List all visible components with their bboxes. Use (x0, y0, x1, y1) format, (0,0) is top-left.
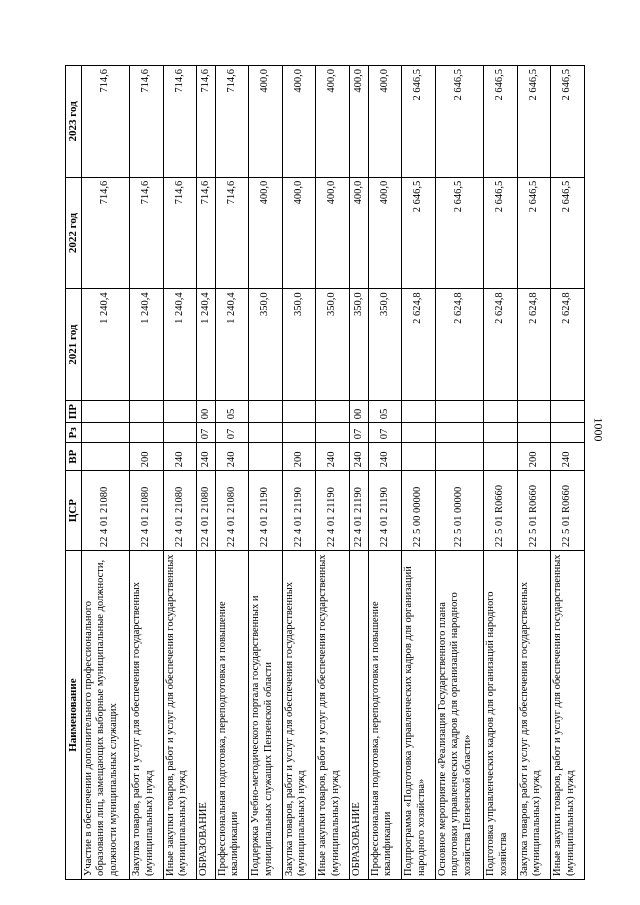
cell-2023: 714,6 (197, 66, 216, 178)
cell-name: Основное мероприятие «Реализация Государственного плана подготовки управленческих кадров для организаций народного хозяйства Пензенской области» (435, 551, 484, 880)
cell-2021: 2 624,8 (435, 289, 484, 401)
cell-2021: 2 624,8 (517, 289, 551, 401)
table-row (215, 66, 249, 880)
cell-2021: 1 240,4 (130, 289, 164, 401)
table-header-row (66, 66, 82, 880)
cell-name: Подготовка управленческих кадров для организаций народного хозяйства (484, 551, 518, 880)
table-row (368, 66, 402, 880)
cell-rz (484, 423, 518, 443)
cell-2021: 1 240,4 (197, 289, 216, 401)
cell-rz (282, 423, 316, 443)
cell-csr: 22 5 00 00000 (402, 471, 436, 551)
cell-rz: 07 (368, 423, 402, 443)
cell-vr: 240 (350, 443, 369, 471)
cell-rz (517, 423, 551, 443)
table-row (81, 66, 130, 880)
cell-pr (435, 400, 484, 422)
cell-2021: 2 624,8 (551, 289, 585, 401)
table-row (316, 66, 350, 880)
header-2022: 2022 год (66, 177, 82, 289)
cell-2021: 2 624,8 (484, 289, 518, 401)
cell-rz (551, 423, 585, 443)
budget-table (65, 65, 585, 880)
cell-name: Профессиональная подготовка, переподготовка и повышение квалификации (368, 551, 402, 880)
cell-vr (435, 443, 484, 471)
cell-pr: 05 (368, 400, 402, 422)
cell-rz: 07 (215, 423, 249, 443)
cell-2023: 400,0 (282, 66, 316, 178)
cell-csr: 22 4 01 21190 (282, 471, 316, 551)
cell-pr: 05 (215, 400, 249, 422)
cell-pr (551, 400, 585, 422)
cell-pr (130, 400, 164, 422)
header-rz: Рз (66, 423, 82, 443)
cell-name: Закупка товаров, работ и услуг для обеспечения государственных (муниципальных) нужд (517, 551, 551, 880)
cell-rz (316, 423, 350, 443)
cell-pr: 00 (197, 400, 216, 422)
cell-2021: 350,0 (282, 289, 316, 401)
cell-name: ОБРАЗОВАНИЕ (350, 551, 369, 880)
cell-vr: 200 (130, 443, 164, 471)
cell-name: Иные закупки товаров, работ и услуг для обеспечения государственных (муниципальных) нужд (551, 551, 585, 880)
cell-2022: 400,0 (368, 177, 402, 289)
table-row (402, 66, 436, 880)
cell-2023: 2 646,5 (517, 66, 551, 178)
cell-2021: 350,0 (350, 289, 369, 401)
cell-pr (249, 400, 283, 422)
cell-csr: 22 4 01 21190 (350, 471, 369, 551)
cell-vr (81, 443, 130, 471)
cell-2021: 1 240,4 (81, 289, 130, 401)
cell-pr (517, 400, 551, 422)
cell-vr: 240 (368, 443, 402, 471)
cell-pr (81, 400, 130, 422)
cell-name: Подпрограмма «Подготовка управленческих кадров для организаций народного хозяйства» (402, 551, 436, 880)
table-body (81, 66, 585, 880)
cell-csr: 22 4 01 21190 (249, 471, 283, 551)
cell-name: Иные закупки товаров, работ и услуг для обеспечения государственных (муниципальных) нужд (316, 551, 350, 880)
cell-2023: 714,6 (163, 66, 197, 178)
cell-2022: 714,6 (197, 177, 216, 289)
cell-csr: 22 5 01 R0660 (517, 471, 551, 551)
cell-2023: 714,6 (215, 66, 249, 178)
cell-name: Профессиональная подготовка, переподготовка и повышение квалификации (215, 551, 249, 880)
cell-name: Поддержка Учебно-методического портала государственных и муниципальных служащих Пензенской области (249, 551, 283, 880)
cell-2022: 2 646,5 (517, 177, 551, 289)
cell-rz: 07 (350, 423, 369, 443)
cell-name: Закупка товаров, работ и услуг для обеспечения государственных (муниципальных) нужд (282, 551, 316, 880)
table-row (130, 66, 164, 880)
cell-vr: 240 (163, 443, 197, 471)
cell-rz (130, 423, 164, 443)
cell-2023: 2 646,5 (484, 66, 518, 178)
cell-name: Участие в обеспечении дополнительного профессионального образования лиц, замещающих выборные муниципальные должности, должности муниципальных служащих (81, 551, 130, 880)
cell-2022: 714,6 (163, 177, 197, 289)
cell-csr: 22 4 01 21080 (197, 471, 216, 551)
table-row (282, 66, 316, 880)
cell-rz: 07 (197, 423, 216, 443)
table-row (350, 66, 369, 880)
cell-csr: 22 4 01 21190 (368, 471, 402, 551)
cell-rz (249, 423, 283, 443)
cell-csr: 22 5 01 00000 (435, 471, 484, 551)
cell-name: ОБРАЗОВАНИЕ (197, 551, 216, 880)
cell-2021: 1 240,4 (215, 289, 249, 401)
cell-pr (282, 400, 316, 422)
header-csr: ЦСР (66, 471, 82, 551)
header-2023: 2023 год (66, 66, 82, 178)
cell-vr: 240 (197, 443, 216, 471)
cell-2022: 714,6 (215, 177, 249, 289)
table-row (484, 66, 518, 880)
cell-2023: 2 646,5 (435, 66, 484, 178)
cell-2022: 2 646,5 (402, 177, 436, 289)
cell-csr: 22 4 01 21080 (215, 471, 249, 551)
cell-2022: 714,6 (81, 177, 130, 289)
cell-2023: 400,0 (316, 66, 350, 178)
cell-vr: 200 (517, 443, 551, 471)
cell-vr: 200 (282, 443, 316, 471)
cell-2023: 400,0 (249, 66, 283, 178)
header-2021: 2021 год (66, 289, 82, 401)
cell-pr (163, 400, 197, 422)
cell-csr: 22 4 01 21080 (81, 471, 130, 551)
cell-csr: 22 5 01 R0660 (484, 471, 518, 551)
cell-csr: 22 4 01 21080 (130, 471, 164, 551)
cell-rz (435, 423, 484, 443)
cell-vr (249, 443, 283, 471)
cell-csr: 22 5 01 R0660 (551, 471, 585, 551)
header-name: Наименование (66, 551, 82, 880)
cell-vr: 240 (316, 443, 350, 471)
cell-2022: 714,6 (130, 177, 164, 289)
cell-2022: 400,0 (249, 177, 283, 289)
table-row (435, 66, 484, 880)
cell-pr (402, 400, 436, 422)
cell-vr: 240 (551, 443, 585, 471)
cell-vr (402, 443, 436, 471)
table-row (197, 66, 216, 880)
cell-csr: 22 4 01 21080 (163, 471, 197, 551)
cell-vr: 240 (215, 443, 249, 471)
cell-rz (81, 423, 130, 443)
table-row (551, 66, 585, 880)
header-vr: ВР (66, 443, 82, 471)
rotated-page (65, 65, 585, 880)
table-row (517, 66, 551, 880)
cell-2021: 1 240,4 (163, 289, 197, 401)
cell-2023: 400,0 (368, 66, 402, 178)
page-number: 1000 (591, 417, 606, 442)
cell-name: Закупка товаров, работ и услуг для обеспечения государственных (муниципальных) нужд (130, 551, 164, 880)
cell-pr (484, 400, 518, 422)
cell-2021: 350,0 (316, 289, 350, 401)
cell-2023: 2 646,5 (402, 66, 436, 178)
cell-csr: 22 4 01 21190 (316, 471, 350, 551)
cell-vr (484, 443, 518, 471)
cell-2021: 350,0 (249, 289, 283, 401)
cell-name: Иные закупки товаров, работ и услуг для обеспечения государственных (муниципальных) нужд (163, 551, 197, 880)
cell-2023: 2 646,5 (551, 66, 585, 178)
cell-2022: 400,0 (316, 177, 350, 289)
table-row (163, 66, 197, 880)
cell-2023: 714,6 (130, 66, 164, 178)
cell-rz (402, 423, 436, 443)
cell-pr: 00 (350, 400, 369, 422)
cell-2023: 400,0 (350, 66, 369, 178)
cell-pr (316, 400, 350, 422)
cell-2022: 2 646,5 (435, 177, 484, 289)
header-pr: ПР (66, 400, 82, 422)
cell-2022: 2 646,5 (484, 177, 518, 289)
cell-2023: 714,6 (81, 66, 130, 178)
table-row (249, 66, 283, 880)
cell-2022: 400,0 (350, 177, 369, 289)
cell-rz (163, 423, 197, 443)
cell-2022: 2 646,5 (551, 177, 585, 289)
cell-2021: 2 624,8 (402, 289, 436, 401)
cell-2021: 350,0 (368, 289, 402, 401)
cell-2022: 400,0 (282, 177, 316, 289)
